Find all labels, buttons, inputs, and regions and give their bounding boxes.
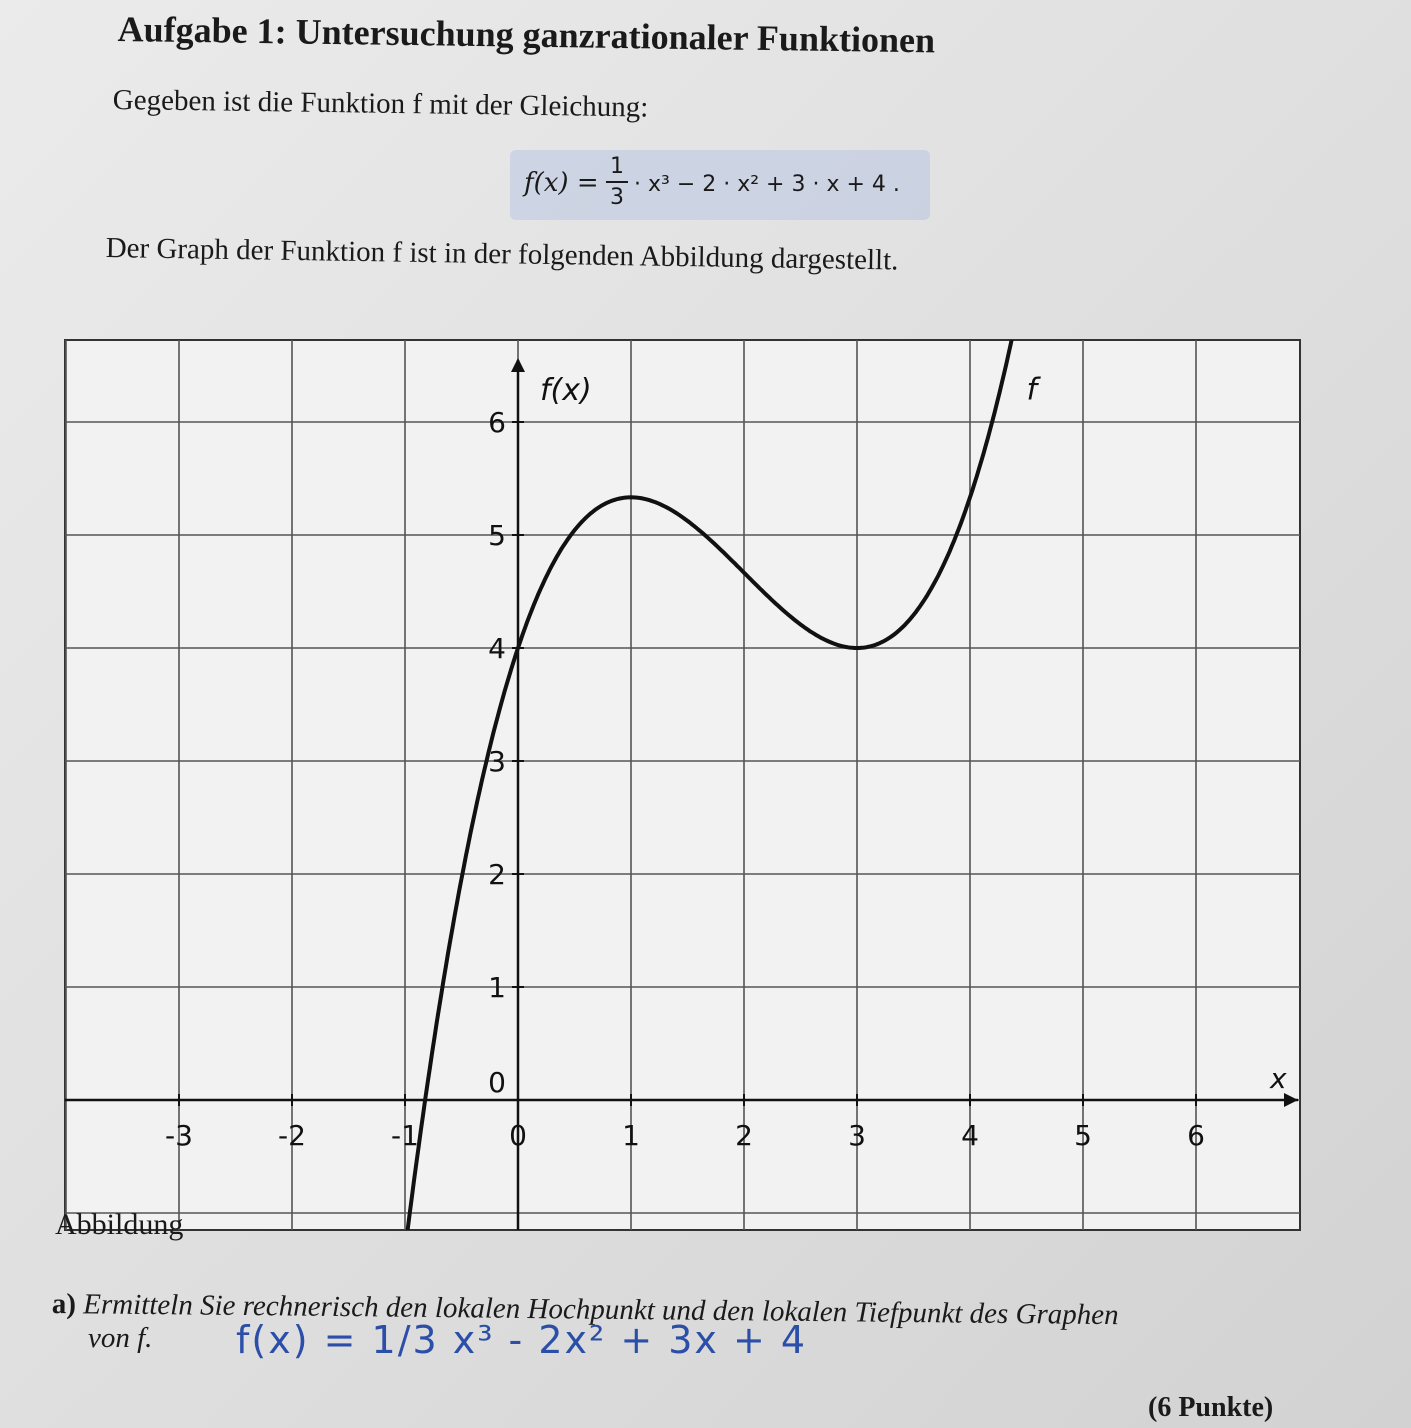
x-tick-label: 5 <box>1074 1119 1092 1152</box>
formula-denominator: 3 <box>610 185 624 210</box>
y-axis-label: f(x) <box>540 373 592 408</box>
x-tick-label: 3 <box>848 1119 866 1152</box>
formula-rest: · x³ − 2 · x² + 3 · x + 4 . <box>634 172 900 197</box>
y-tick-label: 4 <box>488 632 506 665</box>
page-title: Aufgabe 1: Untersuchung ganzrationaler Funktionen <box>117 8 936 61</box>
figure-caption: Abbildung <box>55 1208 184 1241</box>
intro-text: Gegeben ist die Funktion f mit der Gleichung: <box>112 84 649 124</box>
x-tick-label: 0 <box>509 1119 527 1152</box>
figure-description: Der Graph der Funktion f ist in der folgenden Abbildung dargestellt. <box>105 232 899 277</box>
handwritten-note: f(x) = 1/3 x³ - 2x² + 3x + 4 <box>236 1318 808 1362</box>
question-text: Ermitteln Sie rechnerisch den lokalen Hochpunkt und den lokalen Tiefpunkt des Graphen <box>83 1288 1119 1332</box>
y-tick-label: 6 <box>488 406 506 439</box>
x-tick-label: 6 <box>1187 1119 1205 1152</box>
question-label: a) <box>51 1288 77 1321</box>
question-a-continued: von f. <box>88 1322 153 1354</box>
x-tick-label: -2 <box>278 1119 306 1152</box>
y-tick-label: 5 <box>488 519 506 552</box>
x-tick-label: 2 <box>735 1119 753 1152</box>
y-tick-label: 2 <box>488 858 506 891</box>
plot-area <box>65 340 1300 1230</box>
formula-numerator: 1 <box>610 154 624 179</box>
x-tick-label: 4 <box>961 1119 979 1152</box>
x-tick-label: 1 <box>622 1119 640 1152</box>
x-tick-label: -1 <box>391 1119 419 1152</box>
formula-lhs: f(x) = <box>524 168 599 198</box>
x-tick-label: -3 <box>165 1119 193 1152</box>
y-tick-label: 1 <box>488 971 506 1004</box>
y-tick-label: 0 <box>488 1066 506 1099</box>
x-axis-label: x <box>1270 1062 1287 1095</box>
y-tick-label: 3 <box>488 745 506 778</box>
points-label: (6 Punkte) <box>1148 1392 1274 1423</box>
curve-label: f <box>1026 372 1038 408</box>
